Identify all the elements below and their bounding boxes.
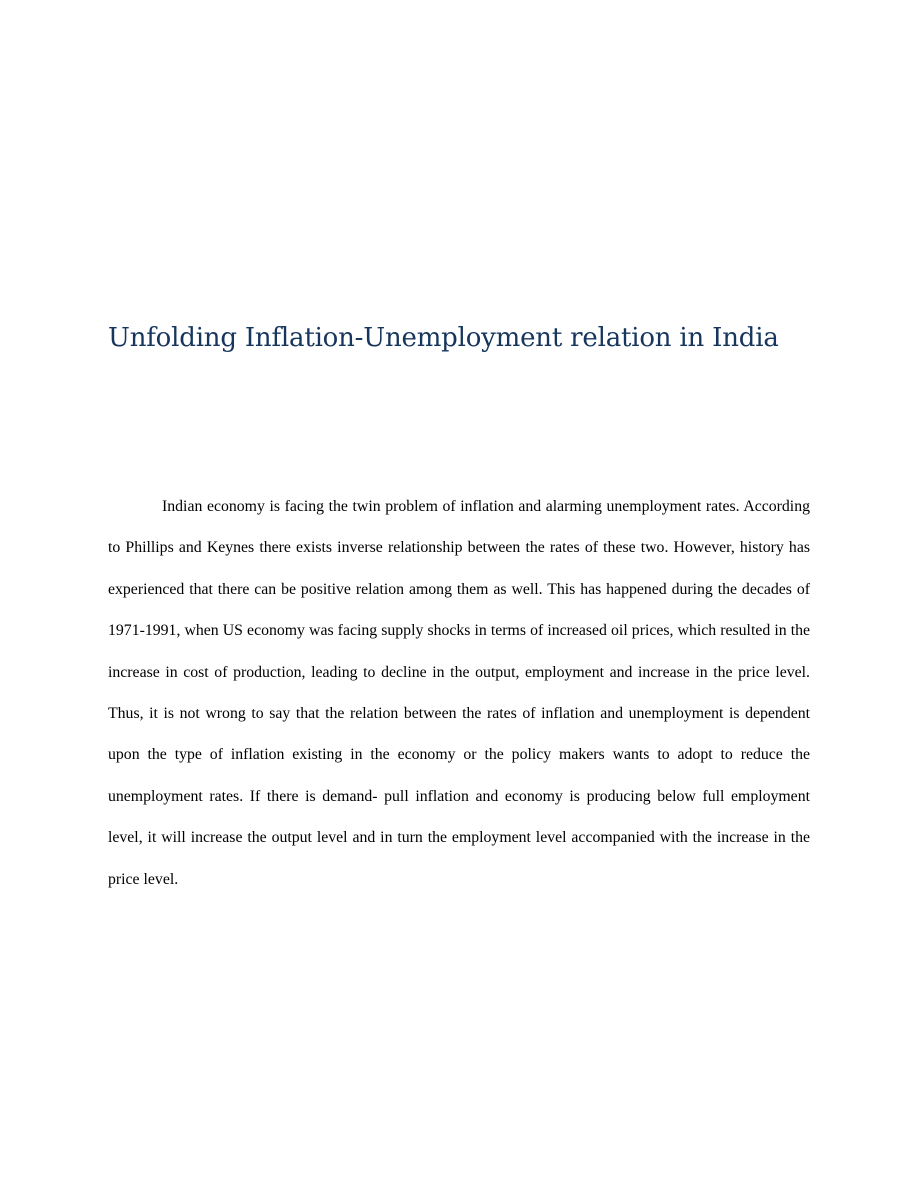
document-title: Unfolding Inflation-Unemployment relation in India <box>108 323 779 353</box>
body-paragraph: Indian economy is facing the twin problem of inflation and alarming unemployment rates. According to Phillips and Keynes there exists inverse relationship between the rates of these two. However, history has experienced that there can be positive relation among them as well. This has happened during the decades of 1971-1991, when US economy was facing supply shocks in terms of increased oil prices, which resulted in the increase in cost of production, leading to decline in the output, employment and increase in the price level. Thus, it is not wrong to say that the relation between the rates of inflation and unemployment is dependent upon the type of inflation existing in the economy or the policy makers wants to adopt to reduce the unemployment rates. If there is demand- pull inflation and economy is producing below full employment level, it will increase the output level and in turn the employment level accompanied with the increase in the price level. <box>108 498 810 888</box>
